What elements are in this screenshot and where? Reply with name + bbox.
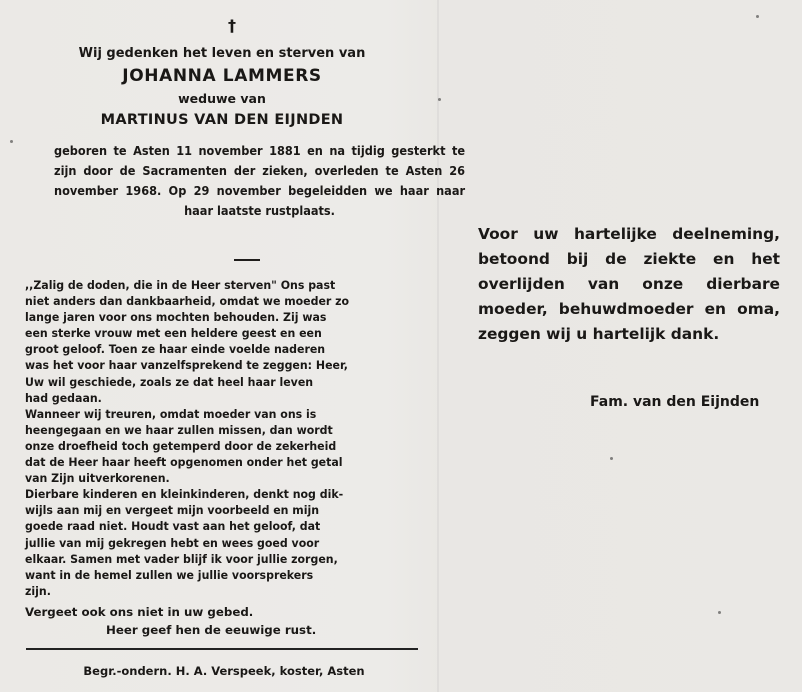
footer-rule bbox=[26, 648, 418, 650]
quote-line: Uw wil geschiede, zoals ze dat heel haar leven bbox=[25, 374, 314, 389]
paper-speck bbox=[10, 140, 13, 143]
quote-line: van Zijn uitverkorenen. bbox=[25, 471, 170, 486]
quote-line: Wanneer wij treuren, omdat moeder van ons is bbox=[25, 406, 317, 421]
paper-speck bbox=[756, 15, 759, 18]
quote-line: want in de hemel zullen we jullie voorsprekers bbox=[25, 567, 314, 582]
quote-line: elkaar. Samen met vader blijf ik voor jullie zorgen, bbox=[25, 551, 338, 566]
quote-line: Dierbare kinderen en kleinkinderen, denkt nog dik- bbox=[25, 487, 344, 502]
husband-name: MARTINUS VAN DEN EIJNDEN bbox=[100, 112, 344, 128]
quote-line: een sterke vrouw met een heldere geest en een bbox=[25, 326, 322, 341]
quote-line: onze droefheid toch getemperd door de zekerheid bbox=[25, 438, 337, 453]
quote-line: had gedaan. bbox=[25, 390, 102, 405]
undertaker-footer: Begr.-ondern. H. A. Verspeek, koster, Asten bbox=[83, 664, 365, 678]
right-panel bbox=[478, 222, 780, 410]
cross-icon: † bbox=[228, 16, 236, 35]
quote-line: lange jaren voor ons mochten behouden. Zij was bbox=[25, 310, 327, 325]
separator-dash bbox=[234, 259, 260, 261]
quote-line: jullie van mij gekregen hebt en wees goed voor bbox=[25, 535, 320, 550]
closing-line-prayer: Vergeet ook ons niet in uw gebed. bbox=[25, 605, 254, 619]
family-signature: Fam. van den Eijnden bbox=[590, 394, 760, 410]
closing-line-rest: Heer geef hen de eeuwige rust. bbox=[106, 623, 317, 637]
deceased-name: JOHANNA LAMMERS bbox=[122, 66, 322, 86]
quote-line: zijn. bbox=[25, 583, 51, 598]
quote-line: heengegaan en we haar zullen missen, dan wordt bbox=[25, 422, 333, 437]
quote-line: groot geloof. Toen ze haar einde voelde naderen bbox=[25, 342, 326, 357]
quote-line: was het voor haar vanzelfsprekend te zeggen: Heer, bbox=[25, 358, 348, 373]
paper-speck bbox=[438, 98, 441, 101]
paper-speck bbox=[610, 457, 613, 460]
card-fold bbox=[437, 0, 439, 692]
biography-paragraph: geboren te Asten 11 november 1881 en na tijdig gesterkt te zijn door de Sacramenten der zieken, overleden te Asten 26 november 1968. Op 29 november begeleidden we haar naar haar laatste rustplaats. bbox=[54, 144, 466, 218]
intro-line: Wij gedenken het leven en sterven van bbox=[78, 46, 366, 61]
quote-line: goede raad niet. Houdt vast aan het geloof, dat bbox=[25, 519, 321, 534]
quote-line: niet anders dan dankbaarheid, omdat we moeder zo bbox=[25, 294, 350, 309]
quote-block bbox=[25, 277, 425, 599]
thank-you-text: Voor uw hartelijke deelneming, betoond bij de ziekte en het overlijden van onze dierbare moeder, behuwdmoeder en oma, zeggen wij u hartelijk dank. bbox=[478, 225, 780, 343]
quote-line: wijls aan mij en vergeet mijn voorbeeld en mijn bbox=[25, 503, 320, 518]
quote-line: dat de Heer haar heeft opgenomen onder het getal bbox=[25, 455, 343, 470]
paper-speck bbox=[718, 611, 721, 614]
quote-line: ,,Zalig de doden, die in de Heer sterven" Ons past bbox=[25, 278, 336, 292]
widow-of-line: weduwe van bbox=[178, 91, 266, 106]
